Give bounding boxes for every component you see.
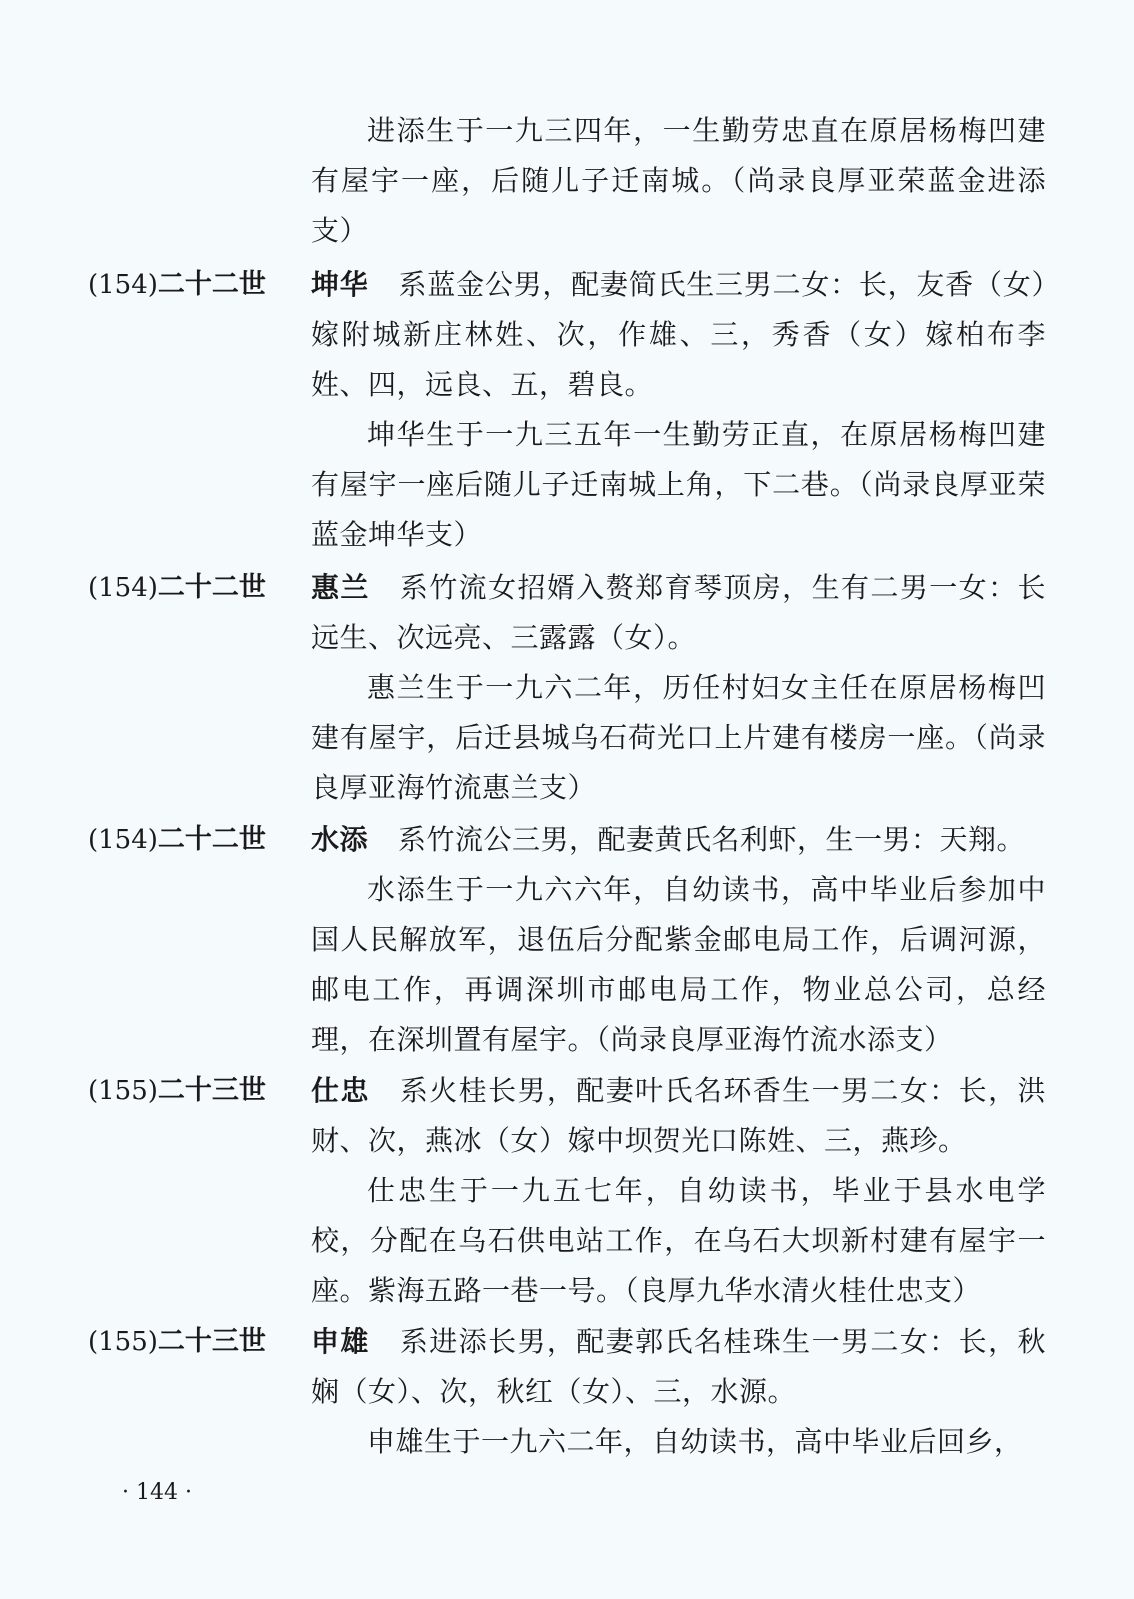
entry-number: (154)	[88, 270, 158, 300]
biography-paragraph: 水添生于一九六六年，自幼读书，高中毕业后参加中国人民解放军，退伍后分配紫金邮电局工作，后调河源，邮电工作，再调深圳市邮电局工作，物业总公司，总经理，在深圳置有屋宇。（尚录良厚亚海竹流水添支）	[311, 873, 1046, 1056]
generation-label	[88, 1066, 266, 1116]
person-name: 坤华	[311, 268, 369, 301]
generation-label	[88, 815, 266, 865]
generation-text: 二十二世	[157, 824, 266, 855]
continuation-block	[0, 106, 1134, 256]
description-text: 系蓝金公男，配妻简氏生三男二女：长，友香（女）嫁附城新庄林姓、次，作雄、三，秀香（女）嫁柏布李姓、四，远良、五，碧良。	[311, 268, 1046, 401]
person-name: 仕忠	[311, 1074, 370, 1107]
description-text: 系竹流公三男，配妻黄氏名利虾，生一男：天翔。	[398, 823, 1026, 856]
biography-paragraph: 申雄生于一九六二年，自幼读书，高中毕业后回乡，	[367, 1425, 1023, 1458]
page-number: · 144 ·	[122, 1480, 192, 1505]
description-text: 系进添长男，配妻郭氏名桂珠生一男二女：长，秋娴（女）、次，秋红（女）、三，水源。	[311, 1325, 1046, 1408]
person-name: 水添	[311, 823, 369, 856]
generation-text: 二十二世	[157, 269, 266, 300]
entry-number: (154)	[88, 573, 158, 603]
description-text: 系火桂长男，配妻叶氏名环香生一男二女：长，洪财、次，燕冰（女）嫁中坝贺光口陈姓、三，燕珍。	[311, 1074, 1046, 1157]
entry-description	[311, 563, 1046, 663]
generation-label	[88, 260, 266, 310]
genealogy-entry	[0, 260, 1134, 560]
continuation-paragraph: 进添生于一九三四年，一生勤劳忠直在原居杨梅凹建有屋宇一座，后随儿子迁南城。（尚录良厚亚荣蓝金进添支）	[311, 114, 1046, 247]
genealogy-entry	[0, 563, 1134, 813]
generation-text: 二十三世	[157, 1326, 266, 1357]
entry-number: (155)	[88, 1327, 158, 1357]
person-name: 惠兰	[311, 571, 370, 604]
biography-paragraph: 坤华生于一九三五年一生勤劳正直，在原居杨梅凹建有屋宇一座后随儿子迁南城上角，下二巷。（尚录良厚亚荣蓝金坤华支）	[311, 418, 1046, 551]
entry-number: (155)	[88, 1076, 158, 1106]
description-text: 系竹流女招婿入赘郑育琴顶房，生有二男一女：长远生、次远亮、三露露（女）。	[311, 571, 1046, 654]
genealogy-entry	[0, 1066, 1134, 1316]
generation-label	[88, 563, 266, 613]
entry-description	[311, 1066, 1046, 1166]
biography-paragraph: 惠兰生于一九六二年，历任村妇女主任在原居杨梅凹建有屋宇，后迁县城乌石荷光口上片建有楼房一座。（尚录良厚亚海竹流惠兰支）	[311, 671, 1046, 804]
genealogy-entry	[0, 1317, 1134, 1467]
person-name: 申雄	[311, 1325, 370, 1358]
generation-text: 二十二世	[157, 572, 266, 603]
entry-description	[311, 815, 1046, 865]
biography-paragraph: 仕忠生于一九五七年，自幼读书，毕业于县水电学校，分配在乌石供电站工作，在乌石大坝新村建有屋宇一座。紫海五路一巷一号。（良厚九华水清火桂仕忠支）	[311, 1174, 1046, 1307]
entry-description	[311, 260, 1046, 410]
generation-label	[88, 1317, 266, 1367]
generation-text: 二十三世	[157, 1075, 266, 1106]
entry-number: (154)	[88, 825, 158, 855]
genealogy-entry	[0, 815, 1134, 1065]
entry-description	[311, 1317, 1046, 1417]
